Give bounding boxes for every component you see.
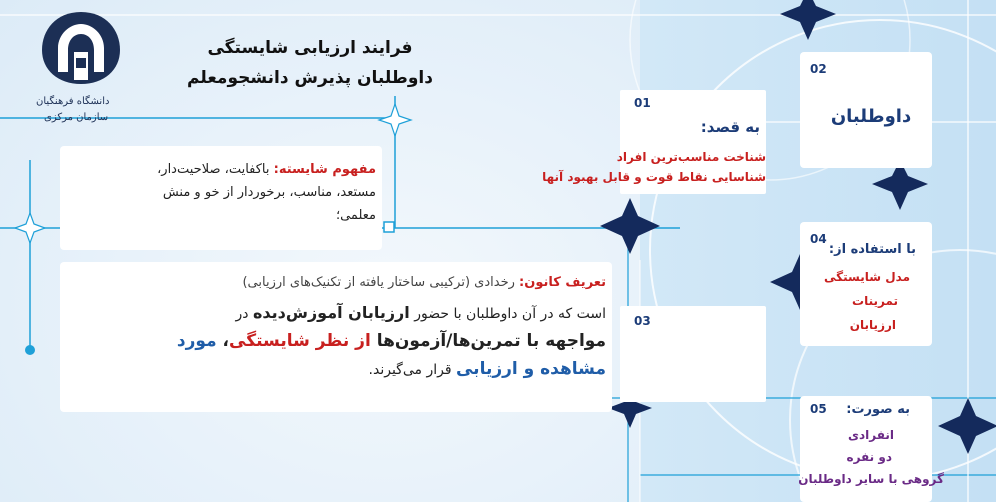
definition-line2-pre: است که در آن داوطلبان با حضور — [409, 306, 606, 322]
concept-label: مفهوم شایسته: — [273, 162, 376, 177]
navy-star — [780, 0, 836, 40]
definition-line3-pre: مواجهه با تمرین‌ها/آزمون‌ها — [376, 331, 606, 351]
step-04-number: 04 — [810, 232, 827, 246]
definition-line-1 — [66, 272, 606, 294]
definition-label: تعریف کانون: — [519, 275, 606, 290]
step-02-label: داوطلبان — [830, 106, 912, 127]
definition-line-4 — [66, 355, 606, 384]
logo-text-line1: دانشگاه فرهنگیان — [36, 96, 110, 107]
definition-line3-comma: ، — [216, 331, 229, 351]
definition-line2-post: در — [235, 306, 253, 322]
step-04-line1: مدل شایستگی — [824, 270, 910, 284]
step-01-line2: شناسایی نقاط قوت و قابل بهبود آنها — [542, 170, 766, 184]
step-04-line2: تمرینات — [852, 294, 898, 308]
deco-dot — [25, 345, 35, 355]
step-05-line2: دو نفره — [846, 450, 892, 464]
definition-line-2 — [66, 300, 606, 327]
definition-line1-text: رخدادی (ترکیبی ساختار یافته از تکنیک‌های ارزیابی) — [242, 275, 520, 290]
sparkle-star — [15, 213, 45, 243]
step-05-line3: گروهی با سایر داوطلبان — [798, 472, 944, 486]
step-05-line1: انفرادی — [848, 428, 894, 442]
step-05-number: 05 — [810, 402, 827, 416]
definition-paragraph — [66, 272, 606, 384]
step-05-heading: به صورت: — [846, 402, 910, 417]
definition-line-3 — [66, 327, 606, 355]
step-04-line3: ارزیابان — [849, 318, 896, 332]
step-01-number: 01 — [634, 96, 651, 110]
step-02-number: 02 — [810, 62, 827, 76]
definition-line3-blue: مورد — [176, 331, 217, 351]
step-01-heading: به قصد: — [700, 118, 760, 136]
step-01-line1: شناخت مناسب‌ترین افراد — [616, 150, 766, 164]
concept-text-1: باکفایت، صلاحیت‌دار، — [157, 162, 274, 177]
sparkle-star — [379, 104, 411, 136]
definition-line4-blue: مشاهده و ارزیابی — [455, 359, 606, 379]
logo-emblem-icon — [36, 8, 126, 108]
concept-text-2: مستعد، مناسب، برخوردار از خو و منش — [162, 185, 376, 200]
deco-square — [384, 222, 394, 232]
concept-text-3: معلمی؛ — [335, 208, 376, 223]
definition-line3-red: از نظر شایستگی — [229, 331, 377, 351]
navy-star — [938, 398, 996, 454]
page-title-line1: فرایند ارزیابی شایستگی — [207, 38, 413, 58]
logo-text-line2: سازمان مرکزی — [44, 112, 109, 123]
step-04-heading: با استفاده از: — [828, 242, 916, 257]
definition-line2-bold: ارزیابان آموزش‌دیده — [252, 303, 410, 322]
definition-line4-post: قرار می‌گیرند. — [368, 362, 456, 378]
concept-paragraph — [64, 158, 376, 227]
page-title-line2: داوطلبان پذیرش دانشجومعلم — [187, 68, 433, 88]
step-03-number: 03 — [634, 314, 651, 328]
